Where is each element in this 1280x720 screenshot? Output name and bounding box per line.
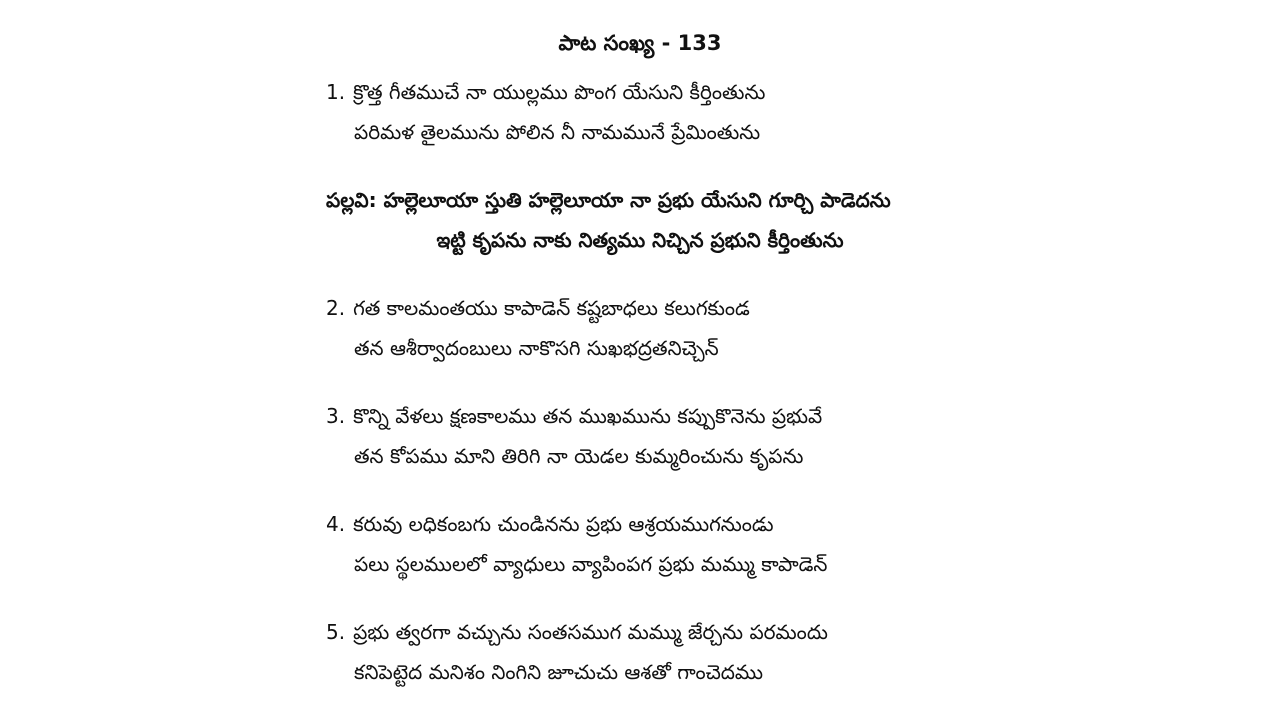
verse-3 <box>326 396 822 476</box>
verse-number: 1. <box>326 80 346 104</box>
verse-number: 4. <box>326 512 346 536</box>
verse-text: పలు స్థలములలో వ్యాధులు వ్యాపింపగ ప్రభు మమ్ము కాపాడెన్ <box>354 552 828 576</box>
verse-text: కరువు లధికంబగు చుండినను ప్రభు ఆశ్రయముగనుండు <box>353 512 774 536</box>
verse-5 <box>326 612 828 692</box>
verse-line <box>326 612 828 652</box>
verse-text: గత కాలమంతయు కాపాడెన్ కష్టబాధలు కలుగకుండ <box>353 296 750 320</box>
verse-line <box>326 288 750 328</box>
verse-text: క్రొత్త గీతముచే నా యుల్లము పొంగ యేసుని కీర్తింతును <box>353 80 766 104</box>
verse-line <box>326 72 765 112</box>
verse-text: ప్రభు త్వరగా వచ్చును సంతసముగ మమ్ము జేర్చను పరమందు <box>353 620 828 644</box>
verse-number: 5. <box>326 620 346 644</box>
verse-line <box>326 396 822 436</box>
verse-text: కొన్ని వేళలు క్షణకాలము తన ముఖమును కప్పుకొనెను ప్రభువే <box>353 404 823 428</box>
verse-4 <box>326 504 827 584</box>
chorus-line-2: ఇట్టి కృపను నాకు నిత్యము నిచ్చిన ప్రభుని కీర్తింతును <box>436 228 844 252</box>
song-title: పాట సంఖ్య - 133 <box>558 31 722 55</box>
verse-number: 3. <box>326 404 346 428</box>
chorus <box>0 180 1280 260</box>
chorus-line-1: పల్లవి: హల్లెలూయా స్తుతి హల్లెలూయా నా ప్రభు యేసుని గూర్చి పాడెదను <box>326 188 891 212</box>
verse-text: కనిపెట్టెద మనిశం నింగిని జూచుచు ఆశతో గాంచెదము <box>354 660 764 684</box>
verse-2 <box>326 288 750 368</box>
verse-text: తన ఆశీర్వాదంబులు నాకొసగి సుఖభద్రతనిచ్చెన్ <box>354 336 719 360</box>
verse-text: పరిమళ తైలమును పోలిన నీ నామమునే ప్రేమింతును <box>354 120 761 144</box>
verse-text: తన కోపము మాని తిరిగి నా యెడల కుమ్మరించును కృపను <box>354 444 804 468</box>
verse-1 <box>326 72 765 152</box>
verse-number: 2. <box>326 296 346 320</box>
verse-line <box>326 504 827 544</box>
